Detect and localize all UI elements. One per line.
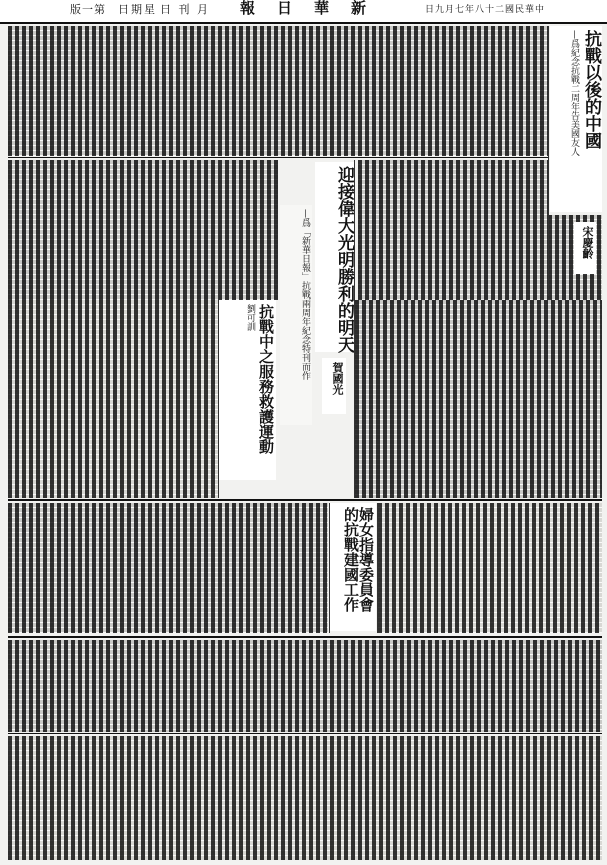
body-text-bottom-b [8,736,602,860]
body-text-mid-left-lower [8,300,218,498]
subtitle-bright-tomorrow [280,205,312,425]
subtitle-women-guidance [330,590,350,632]
column-rule [548,26,549,296]
issue-date: 日九月七年八十二國民華中 [425,5,546,15]
article-author: 劉可訓 [245,304,255,331]
article-subtitle: —爲紀念抗戰二周年告美國友人 [569,30,579,156]
divider [8,499,602,501]
body-text-center [218,160,278,300]
article-title: 婦女指導委員會的抗戰建國工作 [342,507,375,612]
column-rule [377,503,378,633]
article-author: 宋慶齡 [581,226,594,259]
page-number: 版一第 [70,3,106,16]
masthead [0,0,607,24]
headline-service-movement [218,300,276,480]
body-text-mid-left [8,160,218,300]
issue-label: 日 刊 月 [160,3,210,16]
body-text-lower-left [8,503,328,633]
headline-after-resistance [550,26,602,212]
article-title: 抗戰以後的中國 [581,30,601,149]
paper-name: 報日華新 [240,0,389,17]
column-rule [354,160,355,498]
divider [8,636,602,638]
article-subtitle: —爲「新華日報」抗戰兩周年紀念特刊而作 [300,209,310,380]
body-text-center-lower [355,300,602,498]
divider [8,733,602,734]
column-rule [218,160,219,498]
body-text-top-left [8,26,548,156]
article-author: 賀國光 [331,362,344,395]
body-text-bottom-a [8,640,602,732]
article-title: 迎接偉大光明勝利的明天 [334,166,354,353]
divider [8,157,548,158]
weekday-label: 日期星 [118,3,157,16]
article-title: 抗戰中之服務救護運動 [257,304,275,454]
byline-bright-tomorrow [322,358,346,414]
headline-bright-tomorrow [315,162,355,352]
body-text-lower-right [378,503,602,633]
body-text-center-right [358,160,548,300]
byline-after-resistance [574,222,596,274]
column-rule [329,503,330,633]
